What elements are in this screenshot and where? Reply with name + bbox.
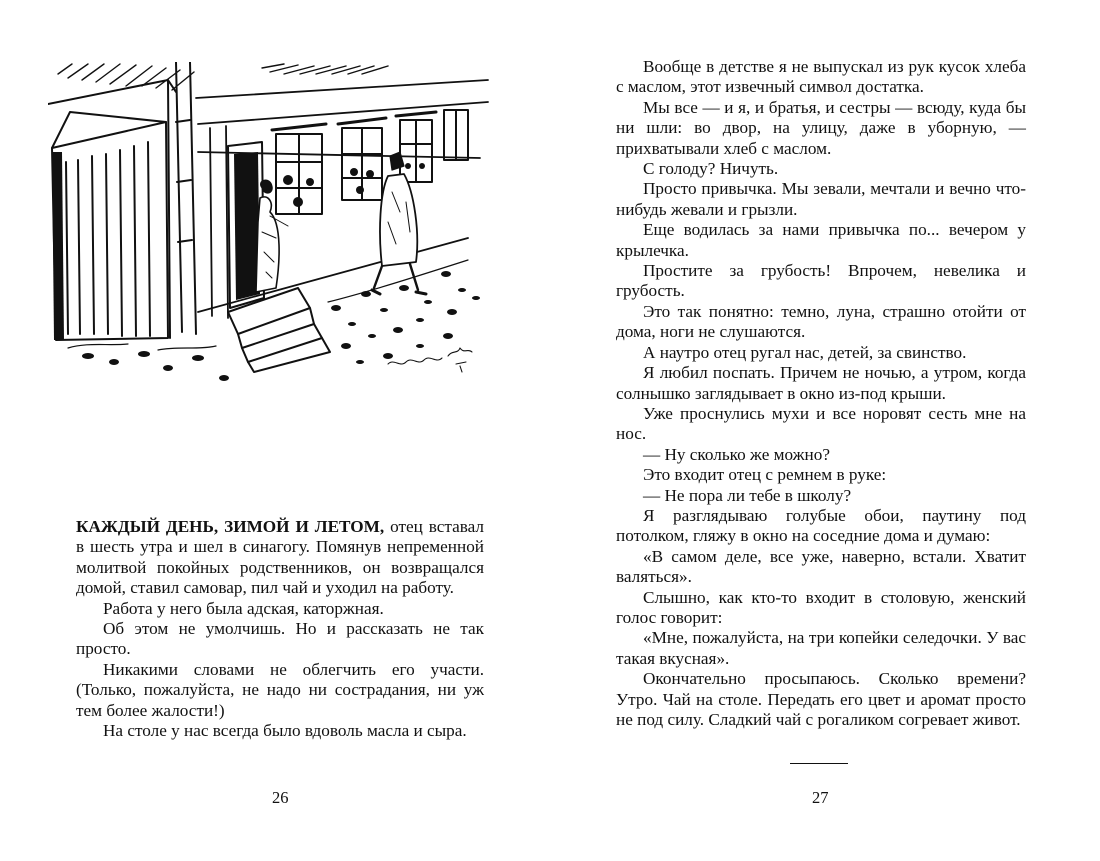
lead-in: КАЖДЫЙ ДЕНЬ, ЗИМОЙ И ЛЕТОМ, xyxy=(76,517,385,536)
paragraph: Уже проснулись мухи и все норовят сесть мне на нос. xyxy=(616,403,1026,444)
paragraph: Вообще в детстве я не выпускал из рук кусок хлеба с маслом, этот извечный символ достатка. xyxy=(616,57,1026,97)
paragraph: Это так понятно: темно, луна, страшно отойти от дома, ноги не слушаются. xyxy=(616,301,1026,342)
paragraph: Мы все — и я, и братья, и сестры — всюду, куда бы ни шли: во двор, на улицу, даже в уборную, — прихватывали хлеб с маслом. xyxy=(616,97,1026,158)
section-separator xyxy=(790,763,848,764)
page-number: 27 xyxy=(812,788,829,807)
paragraph-text: отец вставал в шесть утра и шел в синагогу. Помянув непременной молитвой покойных родственников, он возвращался домой, ставил самовар, пил чай и уходил на работу. xyxy=(76,517,484,598)
paragraph: Никакими словами не облегчить его участи. (Только, пожалуйста, не надо ни сострадания, ни уж тем более жалости!) xyxy=(76,659,484,720)
paragraph xyxy=(76,517,484,599)
right-page xyxy=(550,0,1100,861)
street-scene-illustration xyxy=(48,62,498,392)
paragraph: Я разглядываю голубые обои, паутину под потолком, гляжу в окно на соседние дома и думаю: xyxy=(616,505,1026,546)
paragraph: Я любил поспать. Причем не ночью, а утром, когда солнышко заглядывает в окно из-под крыши. xyxy=(616,363,1026,403)
paragraph: А наутро отец ругал нас, детей, за свинство. xyxy=(643,342,967,362)
paragraph: Простите за грубость! Впрочем, невелика и грубость. xyxy=(616,261,1026,301)
paragraph: Слышно, как кто-то входит в столовую, женский голос говорит: xyxy=(616,587,1026,627)
paragraph: Окончательно просыпаюсь. Сколько времени? Утро. Чай на столе. Передать его цвет и аромат просто не под силу. Сладкий чай с рогаликом согревает живот. xyxy=(616,669,1026,729)
dialogue-line: — Не пора ли тебе в школу? xyxy=(643,485,852,505)
paragraph: «Мне, пожалуйста, на три копейки селедочки. У вас такая вкусная». xyxy=(616,628,1026,668)
dialogue-line: — Ну сколько же можно? xyxy=(643,444,830,464)
right-text-block xyxy=(616,57,1026,730)
paragraph: Еще водилась за нами привычка по... вечером у крылечка. xyxy=(616,220,1026,260)
paragraph: «В самом деле, все уже, наверно, встали. Хватит валяться». xyxy=(616,546,1026,587)
paragraph: Об этом не умолчишь. Но и рассказать не так просто. xyxy=(76,619,484,659)
page-number: 26 xyxy=(272,788,289,807)
paragraph: На столе у нас всегда было вдоволь масла и сыра. xyxy=(103,721,467,741)
left-text-block xyxy=(76,517,484,741)
paragraph: С голоду? Ничуть. xyxy=(643,159,779,179)
paragraph: Это входит отец с ремнем в руке: xyxy=(643,465,887,485)
paragraph: Работа у него была адская, каторжная. xyxy=(103,598,384,618)
paragraph: Просто привычка. Мы зевали, мечтали и вечно что-нибудь жевали и грызли. xyxy=(616,179,1026,219)
